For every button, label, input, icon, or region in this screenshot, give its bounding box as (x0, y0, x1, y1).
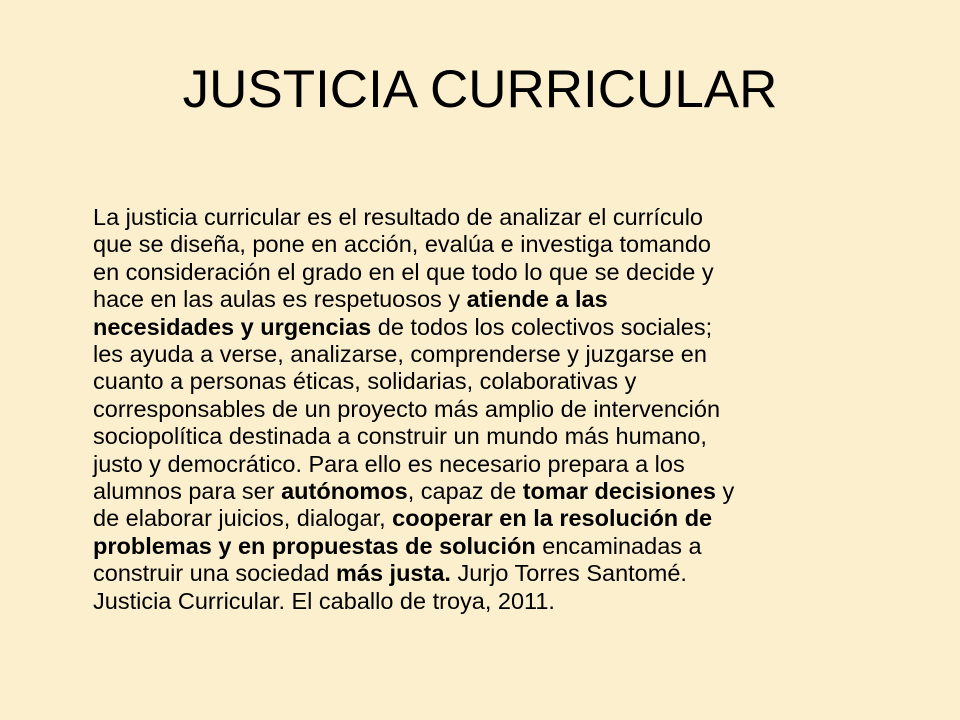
emphasis-text: más justa. (335, 560, 451, 587)
body-text: cuanto a personas éticas, solidarias, colaborativas y (93, 368, 637, 395)
body-line (93, 505, 913, 532)
body-line (93, 259, 913, 286)
emphasis-text: cooperar en la resolución de (392, 505, 713, 532)
body-text: La justicia curricular es el resultado de analizar el currículo (93, 204, 703, 230)
body-text: justo y democrático. Para ello es necesario prepara a los (93, 450, 685, 477)
body-text: Jurjo Torres Santomé. (450, 560, 687, 587)
body-line (93, 396, 913, 423)
body-text: les ayuda a verse, analizarse, comprenderse y juzgarse en (93, 341, 707, 368)
emphasis-text: tomar decisiones (522, 478, 716, 505)
emphasis-text: problemas y en propuestas de solución (93, 532, 536, 559)
body-line (93, 423, 913, 450)
body-text: , capaz de (407, 478, 523, 505)
body-text: hace en las aulas es respetuosos y (93, 286, 467, 313)
slide-title: JUSTICIA CURRICULAR (182, 60, 778, 119)
body-line (93, 533, 913, 560)
body-text: encaminadas a (535, 532, 702, 559)
slide-body-text (93, 204, 913, 615)
body-text: construir una sociedad (93, 560, 336, 587)
body-text: de elaborar juicios, dialogar, (93, 505, 393, 532)
body-line (93, 231, 913, 258)
body-line (93, 588, 913, 615)
body-text: de todos los colectivos sociales; (371, 313, 713, 340)
body-line (93, 478, 913, 505)
body-line (93, 451, 913, 478)
body-line (93, 560, 913, 587)
body-text: y (716, 478, 735, 505)
body-line (93, 314, 913, 341)
body-text: alumnos para ser (93, 478, 282, 505)
body-text: sociopolítica destinada a construir un mundo más humano, (93, 423, 707, 450)
body-line (93, 341, 913, 368)
body-line (93, 286, 913, 313)
body-line (93, 368, 913, 395)
body-text: que se diseña, pone en acción, evalúa e investiga tomando (93, 231, 711, 258)
emphasis-text: autónomos (281, 478, 408, 505)
body-text: Justicia Curricular. El caballo de troya, 2011. (93, 587, 555, 614)
emphasis-text: atiende a las (466, 286, 608, 313)
emphasis-text: necesidades y urgencias (93, 313, 372, 340)
body-text: corresponsables de un proyecto más amplio de intervención (93, 395, 721, 422)
body-line (93, 204, 913, 231)
body-text: en consideración el grado en el que todo lo que se decide y (93, 258, 714, 285)
